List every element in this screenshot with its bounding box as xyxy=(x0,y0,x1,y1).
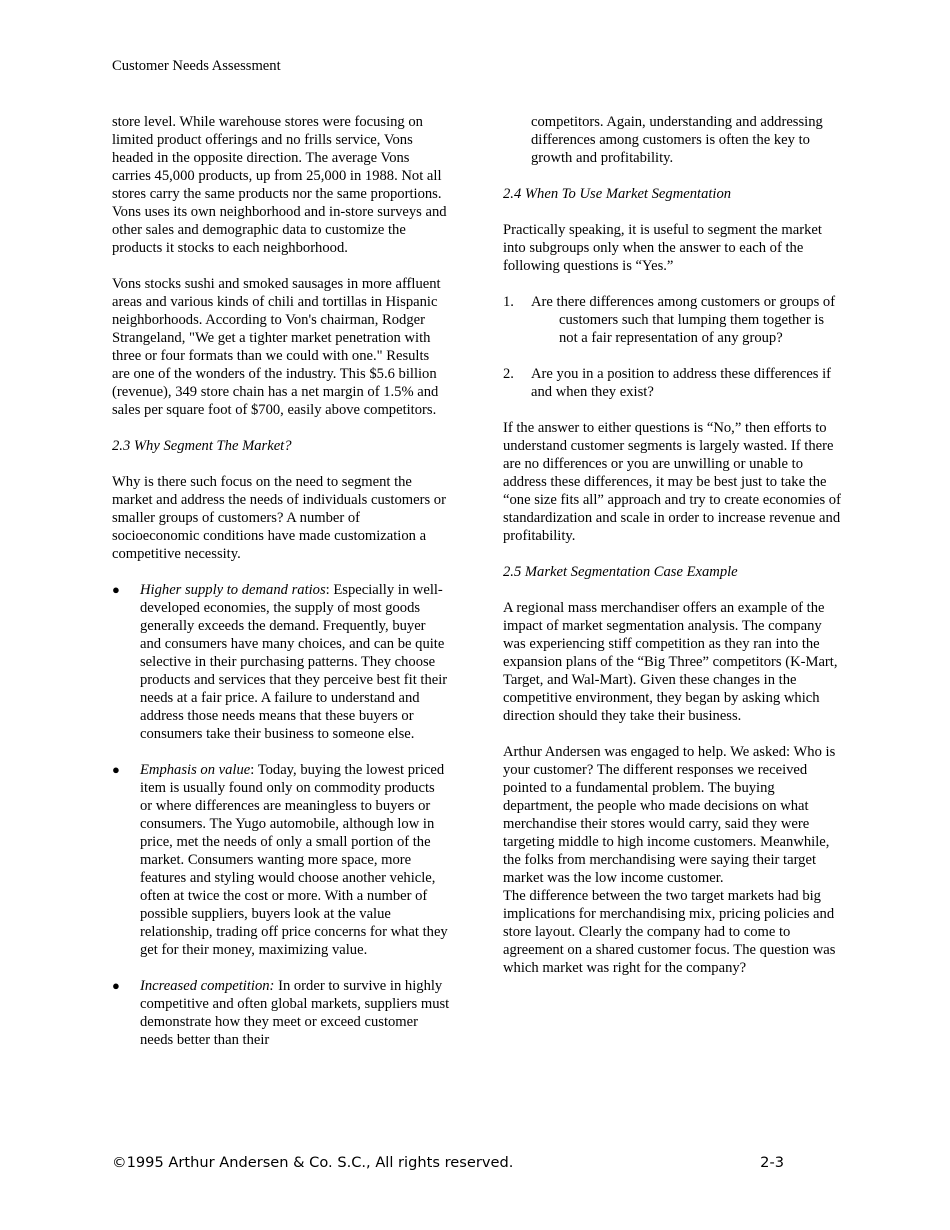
bullet-term: Increased competition: xyxy=(140,978,275,994)
bullet-text: In order to survive in highly competitive and often global markets, suppliers must demonstrate how they meet or exceed customer needs better than their xyxy=(140,978,450,1048)
bullet-icon: ● xyxy=(112,978,120,993)
bullet-text: Especially in well-developed economies, the supply of most goods generally exceeds the demand. Frequently, buyer and consumers have many choices, and can be quite selective in their purchasing patterns. They choose products and services that they perceive best fit their needs at a fair price. A failure to understand and address those needs means that these buyers or consumers take their business to someone else. xyxy=(140,582,448,742)
bullet-item: ● Higher supply to demand ratios: Especially in well-developed economies, the supply of most goods generally exceeds the demand. Frequently, buyer and consumers have many choices, and can be quite selective in their purchasing patterns. They choose products and services that they perceive best fit their needs at a fair price. A failure to understand and address those needs means that these buyers or consumers take their business to someone else. xyxy=(112,582,448,742)
bullet-continuation: competitors. Again, understanding and addressing differences among customers is often the key to growth and profitability. xyxy=(531,114,823,166)
numbered-item xyxy=(503,365,841,401)
numbered-item xyxy=(503,293,841,347)
copyright-notice: ©1995 Arthur Andersen & Co. S.C., All rights reserved. xyxy=(112,1154,514,1171)
paragraph: Vons stocks sushi and smoked sausages in more affluent areas and various kinds of chili and tortillas in Hispanic neighborhoods. According to Von's chairman, Rodger Strangeland, "We get a tighter market penetration with three or four formats than we could with one." Results are one of the wonders of the industry. This $5.6 billion (revenue), 349 store chain has a net margin of 1.5% and sales per square foot of $700, easily above competitors. xyxy=(112,276,441,418)
bullet-text: Today, buying the lowest priced item is usually found only on commodity products or where differences are meaningless to buyers or consumers. The Yugo automobile, although low in price, met the needs of only a small portion of the market. Consumers wanting more space, more features and styling would choose another vehicle, often at twice the cost or more. With a number of possible suppliers, buyers look at the value relationship, trading off price concerns for what they get for their money, maximizing value. xyxy=(140,762,448,958)
item-text: Are there differences among customers or groups of customers such that lumping them together is not a fair representation of any group? xyxy=(531,294,836,346)
item-number: 1. xyxy=(503,294,514,310)
page-footer xyxy=(112,1154,784,1172)
right-column xyxy=(503,113,841,995)
section-heading-2-4: 2.4 When To Use Market Segmentation xyxy=(503,186,732,202)
paragraph: A regional mass merchandiser offers an example of the impact of market segmentation analysis. The company was experiencing stiff competition as they ran into the expansion plans of the “Big Three” competitors (K-Mart, Target, and Wal-Mart). Given these changes in the competitive environment, they began by asking which direction should they take their business. xyxy=(503,600,838,724)
bullet-item xyxy=(112,977,450,1049)
left-column xyxy=(112,113,450,1049)
paragraph: store level. While warehouse stores were focusing on limited product offerings and no frills service, Vons headed in the opposite direction. The average Vons carries 45,000 products, up from 25,000 in 1988. Not all stores carry the same products nor the same proportions. Vons uses its own neighborhood and in-store surveys and other sales and demographic data to customize the products it stocks to each neighborhood. xyxy=(112,114,447,256)
paragraph: Why is there such focus on the need to segment the market and address the needs of individuals customers or smaller groups of customers? A number of socioeconomic conditions have made customization a competitive necessity. xyxy=(112,474,446,562)
section-heading-2-5: 2.5 Market Segmentation Case Example xyxy=(503,564,738,580)
paragraph: If the answer to either questions is “No,” then efforts to understand customer segments is largely wasted. If there are no differences or you are unwilling or unable to address these differences, it may be best just to take the “one size fits all” approach and try to create economies of standardization and scale in order to increase revenue and profitability. xyxy=(503,420,841,544)
item-text: Are you in a position to address these differences if and when they exist? xyxy=(531,366,832,400)
bullet-term: Higher supply to demand ratios xyxy=(140,582,326,598)
bullet-term: Emphasis on value xyxy=(140,762,251,778)
section-heading-2-3: 2.3 Why Segment The Market? xyxy=(112,438,292,454)
paragraph: Practically speaking, it is useful to segment the market into subgroups only when the answer to each of the following questions is “Yes.” xyxy=(503,222,822,274)
paragraph: Arthur Andersen was engaged to help. We asked: Who is your customer? The different responses we received pointed to a fundamental problem. The buying department, the people who made decisions on what merchandise their stores would carry, said they were targeting middle to high income customers. Meanwhile, the folks from merchandising were saying their target market was the low income customer. xyxy=(503,744,836,886)
running-header: Customer Needs Assessment xyxy=(112,58,281,74)
bullet-icon: ● xyxy=(112,762,120,777)
page-number: 2-3 xyxy=(760,1154,784,1171)
item-number: 2. xyxy=(503,366,514,382)
paragraph: The difference between the two target markets had big implications for merchandising mix, pricing policies and store layout. Clearly the company had to come to agreement on a shared customer focus. The question was which market was right for the company? xyxy=(503,888,836,976)
bullet-icon: ● xyxy=(112,582,120,597)
bullet-item: ● Emphasis on value: Today, buying the lowest priced item is usually found only on commodity products or where differences are meaningless to buyers or consumers. The Yugo automobile, although low in price, met the needs of only a small portion of the market. Consumers wanting more space, more features and styling would choose another vehicle, often at twice the cost or more. With a number of possible suppliers, buyers look at the value relationship, trading off price concerns for what they get for their money, maximizing value. xyxy=(112,762,448,958)
